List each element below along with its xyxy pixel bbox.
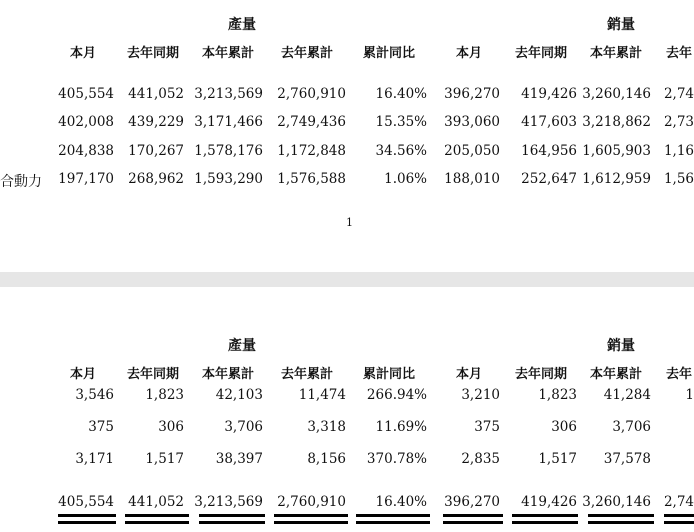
table-cell: 3,260,146 xyxy=(582,86,651,102)
page-separator xyxy=(0,272,694,287)
col-header: 本月 xyxy=(456,46,483,61)
double-underline xyxy=(512,514,578,524)
page-number: 1 xyxy=(346,216,353,229)
table-cell: 164,956 xyxy=(521,143,577,159)
table-cell: 1,605,903 xyxy=(582,143,651,159)
table-cell: 1,56 xyxy=(663,171,694,187)
table-cell: 1,823 xyxy=(145,387,184,403)
col-header: 去年同期 xyxy=(515,46,568,61)
table-cell: 1,612,959 xyxy=(582,171,651,187)
table-cell: 205,050 xyxy=(444,143,500,159)
table-cell: 1,172,848 xyxy=(277,143,346,159)
table-cell: 204,838 xyxy=(58,143,114,159)
table-cell: 1.06% xyxy=(384,171,427,187)
table-cell: 2,749,436 xyxy=(277,114,346,130)
table-cell: 11,474 xyxy=(298,387,346,403)
total-cell: 396,270 xyxy=(444,494,500,510)
table-cell: 370.78% xyxy=(366,451,427,467)
table-cell: 393,060 xyxy=(444,114,500,130)
table-cell: 1,823 xyxy=(538,387,577,403)
double-underline xyxy=(125,514,189,524)
table-cell: 2,835 xyxy=(461,451,500,467)
table-cell: 1,517 xyxy=(538,451,577,467)
double-underline xyxy=(443,514,503,524)
double-underline xyxy=(588,514,654,524)
col-header: 去年 xyxy=(666,46,693,61)
table-cell: 1 xyxy=(685,387,694,403)
table-cell: 16.40% xyxy=(375,86,427,102)
table-cell: 1,593,290 xyxy=(194,171,263,187)
double-underline xyxy=(58,514,116,524)
col-header: 去年累計 xyxy=(281,46,334,61)
table-cell: 3,171,466 xyxy=(194,114,263,130)
table-cell: 439,229 xyxy=(128,114,184,130)
table-cell: 306 xyxy=(158,419,184,435)
table-cell: 306 xyxy=(551,419,577,435)
table-cell: 268,962 xyxy=(128,171,184,187)
col-header: 本年累計 xyxy=(590,46,643,61)
table-cell: 396,270 xyxy=(444,86,500,102)
table-cell: 266.94% xyxy=(366,387,427,403)
table-cell: 375 xyxy=(474,419,500,435)
table-cell: 1,578,176 xyxy=(194,143,263,159)
table-cell: 441,052 xyxy=(128,86,184,102)
total-cell: 2,760,910 xyxy=(277,494,346,510)
table-cell: 42,103 xyxy=(215,387,263,403)
col-header: 去年累計 xyxy=(281,367,334,382)
total-cell: 3,260,146 xyxy=(582,494,651,510)
table-cell: 37,578 xyxy=(603,451,651,467)
total-cell: 441,052 xyxy=(128,494,184,510)
table-cell: 405,554 xyxy=(58,86,114,102)
table-cell: 2,74 xyxy=(663,86,694,102)
col-header: 本月 xyxy=(70,367,97,382)
col-header: 去年同期 xyxy=(127,46,180,61)
table-cell: 419,426 xyxy=(521,86,577,102)
table-cell: 1,517 xyxy=(145,451,184,467)
table-cell: 3,218,862 xyxy=(582,114,651,130)
col-header: 本年累計 xyxy=(202,367,255,382)
group-header-production: 產量 xyxy=(228,338,256,354)
total-cell: 3,213,569 xyxy=(194,494,263,510)
double-underline xyxy=(199,514,265,524)
col-header: 本年累計 xyxy=(202,46,255,61)
table-cell: 188,010 xyxy=(444,171,500,187)
table-cell: 11.69% xyxy=(375,419,427,435)
table-cell: 3,213,569 xyxy=(194,86,263,102)
table-cell: 38,397 xyxy=(215,451,263,467)
col-header: 累計同比 xyxy=(363,367,416,382)
table-cell: 3,546 xyxy=(75,387,114,403)
table-cell: 1,16 xyxy=(663,143,694,159)
col-header: 本年累計 xyxy=(590,367,643,382)
total-cell: 16.40% xyxy=(375,494,427,510)
double-underline xyxy=(274,514,348,524)
table-cell: 15.35% xyxy=(375,114,427,130)
table-cell: 375 xyxy=(88,419,114,435)
col-header: 本月 xyxy=(456,367,483,382)
col-header: 去年同期 xyxy=(515,367,568,382)
col-header: 去年同期 xyxy=(127,367,180,382)
total-cell: 405,554 xyxy=(58,494,114,510)
col-header: 去年 xyxy=(666,367,693,382)
group-header-sales: 銷量 xyxy=(607,17,635,33)
table-cell: 417,603 xyxy=(521,114,577,130)
table-cell: 3,171 xyxy=(75,451,114,467)
table-cell: 197,170 xyxy=(58,171,114,187)
table-cell: 3,210 xyxy=(461,387,500,403)
group-header-sales: 銷量 xyxy=(607,338,635,354)
table-cell: 34.56% xyxy=(375,143,427,159)
table-cell: 252,647 xyxy=(521,171,577,187)
table-cell: 3,318 xyxy=(307,419,346,435)
table-cell: 2,760,910 xyxy=(277,86,346,102)
document-page-2 xyxy=(0,287,694,532)
table-cell: 8,156 xyxy=(307,451,346,467)
table-cell: 402,008 xyxy=(58,114,114,130)
col-header: 本月 xyxy=(70,46,97,61)
col-header: 累計同比 xyxy=(363,46,416,61)
table-cell: 1,576,588 xyxy=(277,171,346,187)
table-cell: 2,73 xyxy=(663,114,694,130)
group-header-production: 產量 xyxy=(228,17,256,33)
double-underline xyxy=(356,514,430,524)
table-cell: 170,267 xyxy=(128,143,184,159)
table-cell: 3,706 xyxy=(612,419,651,435)
double-underline xyxy=(664,514,694,524)
table-cell: 3,706 xyxy=(224,419,263,435)
total-cell: 419,426 xyxy=(521,494,577,510)
table-cell: 41,284 xyxy=(603,387,651,403)
total-cell: 2,74 xyxy=(663,494,694,510)
row-label: 合動力 xyxy=(0,174,42,190)
